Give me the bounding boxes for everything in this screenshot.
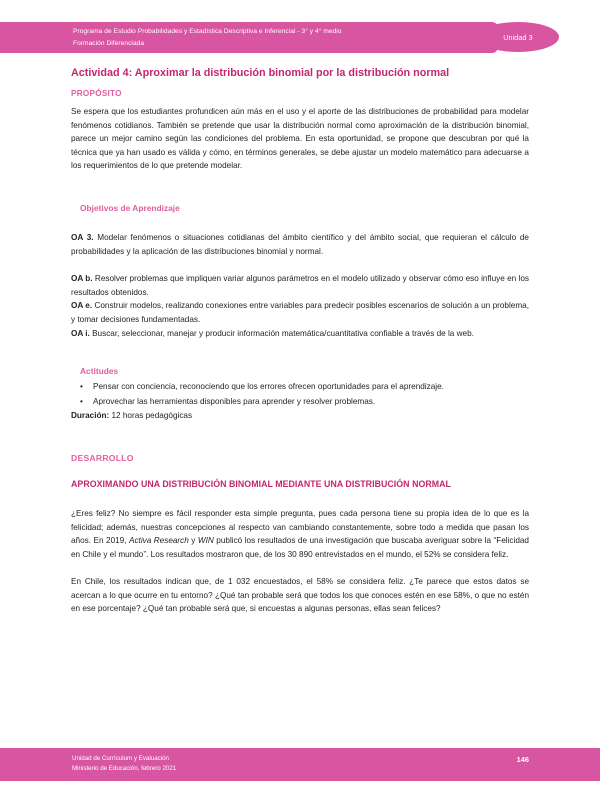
objetivo-text: Resolver problemas que impliquen variar algunos parámetros en el modelo utilizado y observar cómo eso influye en los resultados obtenidos.: [71, 274, 529, 297]
development-paragraph-1: [71, 507, 529, 561]
source-name-activa-research: Activa Research: [128, 536, 189, 546]
duracion-value: 12 horas pedagógicas: [109, 411, 193, 421]
footer-institution: [72, 754, 176, 773]
objetivo-code: OA 3.: [71, 232, 94, 242]
main-content: [71, 66, 529, 616]
header-band: [0, 22, 498, 53]
objetivo-item: [71, 299, 529, 326]
page-number: 146: [516, 755, 529, 764]
actitud-text: Aprovechar las herramientas disponibles para aprender y resolver problemas.: [93, 396, 376, 406]
footer-line-2: Ministerio de Educación, febrero 2021: [72, 764, 177, 772]
bullet-icon: •: [80, 396, 83, 406]
objetivo-item: [71, 231, 529, 258]
paragraph-text-part: publicó los resultados de una investigación que buscaba averiguar sobre la “Felicidad en Chile y el mundo”. Los resultados mostraron que, de los 30 890 entrevistados en el mundo, el 52% se considera feliz.: [71, 536, 529, 559]
actitudes-heading: Actitudes: [80, 366, 119, 377]
objetivo-item: [71, 327, 529, 341]
page-title: Actividad 4: Aproximar la distribución binomial por la distribución normal: [71, 67, 450, 79]
header-program-info: [73, 26, 488, 49]
bullet-icon: •: [80, 382, 83, 392]
duracion-label: Duración:: [71, 411, 110, 421]
desarrollo-subtitle: APROXIMANDO UNA DISTRIBUCIÓN BINOMIAL MEDIANTE UNA DISTRIBUCIÓN NORMAL: [71, 478, 451, 489]
paragraph-text-part: y: [188, 536, 198, 546]
list-item: [71, 380, 529, 394]
objetivo-text: Buscar, seleccionar, manejar y producir información matemática/cuantitativa confiable a través de la web.: [89, 328, 474, 338]
objetivo-code: OA i.: [71, 328, 90, 338]
objetivo-text: Construir modelos, realizando conexiones entre variables para predecir posibles escenarios de solución a un problema, y tomar decisiones fundamentadas.: [71, 301, 529, 324]
unit-badge-label: Unidad 3: [503, 32, 533, 42]
objetivos-heading: Objetivos de Aprendizaje: [80, 202, 180, 213]
unit-badge: [477, 22, 559, 52]
header-program-line2: Formación Diferenciada: [73, 39, 145, 47]
proposito-paragraph: Se espera que los estudiantes profundicen aún más en el uso y el aporte de las distribuciones de probabilidad para modelar fenómenos cotidianos. También se pretende que usar la distribución normal como aproximación de la distribución binomial, parece un mejor camino según las condiciones del problema. En esta oportunidad, se propone que descubran por qué la técnica que ya han usado es válida y cómo, en términos generales, se debe ajustar un modelo matemático para adecuarse a los requerimientos de lo que pretende modelar.: [71, 107, 529, 171]
objetivo-code: OA e.: [71, 301, 93, 311]
list-item: [71, 395, 529, 409]
source-name-win: WIN: [197, 536, 214, 546]
header-program-line1: Programa de Estudio Probabilidades y Estadística Descriptiva e Inferencial - 3° y 4° medio: [73, 28, 342, 35]
duracion-line: [71, 409, 529, 423]
actitud-text: Pensar con conciencia, reconociendo que los errores ofrecen oportunidades para el aprendizaje.: [93, 382, 444, 392]
actitudes-list: [71, 380, 529, 408]
desarrollo-label: DESARROLLO: [71, 452, 134, 463]
development-paragraph-2: En Chile, los resultados indican que, de 1 032 encuestados, el 58% se considera feliz. ¿Te parece que estos datos se acercan a lo que ocurre en tu entorno? ¿Qué tan probable será que todos los que conoces estén en ese 58%, o que no estén en ese porcentaje? ¿Qué tan probable será que, si encuestas a algunas personas, ellas sean felices?: [71, 577, 529, 614]
footer-line-1: Unidad de Currículum y Evaluación: [72, 755, 169, 762]
objetivo-code: OA b.: [71, 274, 93, 284]
objetivo-text: Modelar fenómenos o situaciones cotidianas del ámbito científico y del ámbito social, que requieran el cálculo de probabilidades y la aplicación de las distribuciones binomial y normal.: [71, 232, 529, 256]
objetivo-item: [71, 272, 529, 299]
proposito-label: PROPÓSITO: [71, 89, 122, 98]
paragraph-text-part: ¿Eres feliz? No siempre es fácil responder esta simple pregunta, pues cada persona tiene su propia idea de lo que es la felicidad; además, nuestras concepciones al respecto van cambiando constantemente, sobre todo a medida que pasan los años. En 2019,: [71, 508, 529, 546]
footer-band: [0, 748, 600, 781]
